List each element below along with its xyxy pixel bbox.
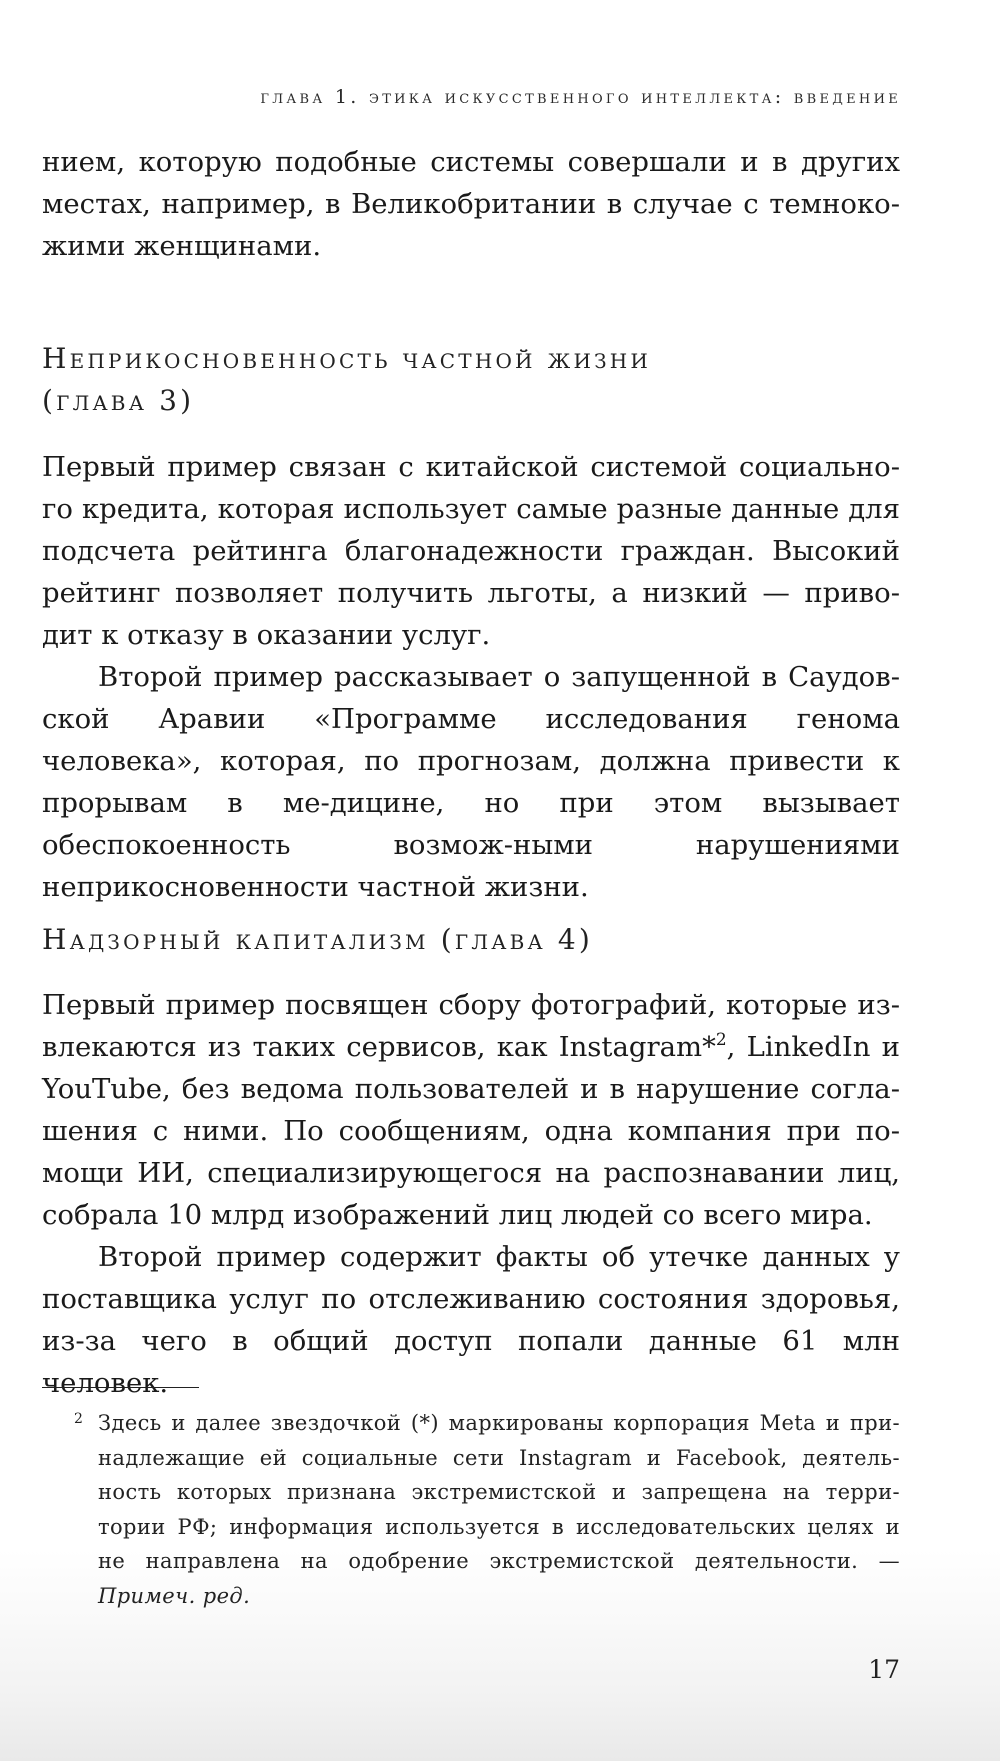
section-heading-privacy xyxy=(42,338,900,422)
surveillance-paragraph-1 xyxy=(42,984,900,1236)
surveillance-paragraph-1-part1: Первый пример посвящен сбору фотографий, которые из-влекаются из таких сервисов, как Instagram* xyxy=(42,989,900,1063)
footnote-number: 2 xyxy=(74,1411,84,1427)
privacy-paragraph-1: Первый пример связан с китайской системой социально-го кредита, которая использует самые разные данные для подсчета рейтинга благонадежности граждан. Высокий рейтинг позволяет получить льготы, а низкий — приво-дит к отказу в оказании услуг. xyxy=(42,451,900,651)
intro-text: нием, которую подобные системы совершали и в других местах, например, в Великобритании в случае с темноко-жими женщинами. xyxy=(42,146,900,262)
footnote-reference[interactable]: 2 xyxy=(715,1030,727,1050)
intro-paragraph xyxy=(42,141,900,267)
section-heading-privacy-line2: (глава 3) xyxy=(42,384,195,417)
surveillance-paragraph-1-part2: , LinkedIn и YouTube, без ведома пользователей и в нарушение согла-шения с ними. По сообщениям, одна компания при по-мощи ИИ, специализирующегося на распознавании лиц, собрала 10 млрд изображений лиц людей со всего мира. xyxy=(42,1031,901,1231)
page-number: 17 xyxy=(868,1655,900,1684)
footnote-text: Здесь и далее звездочкой (*) маркированы корпорация Meta и при-надлежащие ей социальные сети Instagram и Facebook, деятель-ность которых признана экстремистской и запрещена на терри-тории РФ; информация используется в исследовательских целях и не направлена на одобрение экстремистской деятельности. — xyxy=(98,1411,900,1573)
section-heading-surveillance: Надзорный капитализм (глава 4) xyxy=(42,923,594,956)
section-heading-privacy-line1: Неприкосновенность частной жизни xyxy=(42,342,652,375)
footnote-editor-note: Примеч. ред. xyxy=(98,1583,251,1608)
surveillance-section-body xyxy=(42,984,900,1404)
privacy-section-body xyxy=(42,446,900,908)
footnote xyxy=(74,1406,900,1613)
surveillance-paragraph-2: Второй пример содержит факты об утечке данных у поставщика услуг по отслеживанию состояния здоровья, из-за чего в общий доступ попали данные 61 млн человек. xyxy=(42,1241,900,1399)
running-header: глава 1. этика искусственного интеллекта: введение xyxy=(260,86,901,108)
footnote-divider xyxy=(42,1387,199,1388)
privacy-paragraph-2: Второй пример рассказывает о запущенной в Саудов-ской Аравии «Программе исследования генома человека», которая, по прогнозам, должна привести к прорывам в ме-дицине, но при этом вызывает обеспокоенность возмож-ными нарушениями неприкосновенности частной жизни. xyxy=(42,661,900,903)
